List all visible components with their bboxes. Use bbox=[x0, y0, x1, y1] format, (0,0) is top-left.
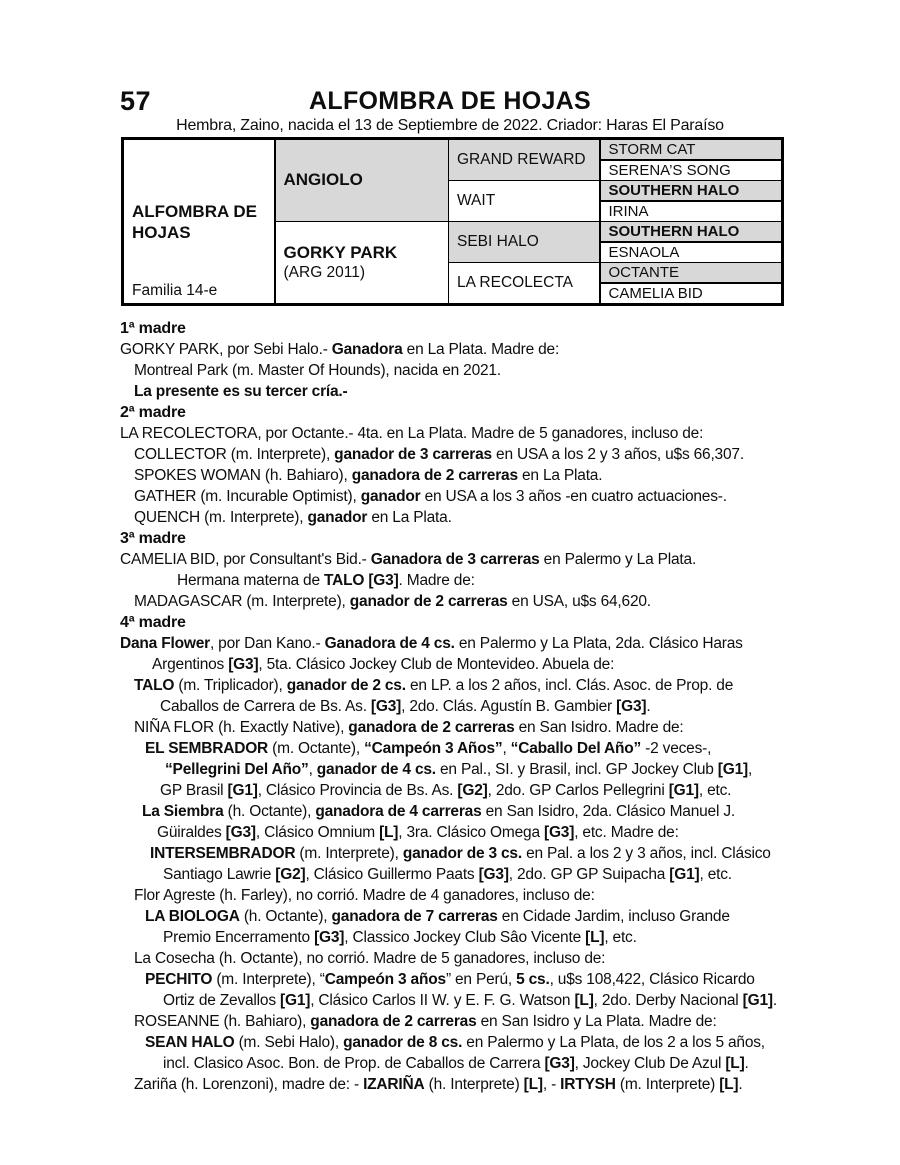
section-heading bbox=[120, 318, 782, 339]
text-run: (m. Sebi Halo), bbox=[234, 1034, 344, 1051]
text-run: (m. Interprete), “ bbox=[212, 971, 325, 988]
text-run: . bbox=[772, 992, 777, 1009]
text-run: [L] bbox=[574, 992, 594, 1009]
subject-family: Familia 14-e bbox=[132, 282, 218, 299]
page-title: ALFOMBRA DE HOJAS bbox=[309, 87, 591, 115]
text-run: Flor Agreste (h. Farley), no corrió. Madre de 4 ganadores, incluso de: bbox=[134, 887, 595, 904]
text-run: LA BIOLOGA bbox=[145, 908, 240, 925]
text-run: [L] bbox=[585, 929, 605, 946]
text-run: NIÑA FLOR (h. Exactly Native), bbox=[134, 719, 349, 736]
dam-origin-year: (ARG 2011) bbox=[283, 263, 366, 281]
text-run: en Palermo y La Plata. bbox=[539, 551, 697, 568]
pedigree-cell-subject bbox=[124, 140, 274, 303]
text-run: MADAGASCAR (m. Interprete), bbox=[134, 593, 350, 610]
text-run: ganador de 8 cs. bbox=[343, 1034, 463, 1051]
sire-name: ANGIOLO bbox=[283, 170, 363, 190]
text-run: CAMELIA BID, por Consultant's Bid.- bbox=[120, 551, 371, 568]
text-run: La presente es su tercer cría.- bbox=[134, 383, 348, 400]
text-run: Campeón 3 años bbox=[324, 971, 446, 988]
pedigree-text-line bbox=[120, 675, 782, 696]
pedigree-text-line bbox=[120, 843, 782, 864]
text-run: ganador de 3 carreras bbox=[334, 446, 492, 463]
text-run: en La Plata. bbox=[367, 509, 452, 526]
text-run: “Campeón 3 Años” bbox=[364, 740, 503, 757]
text-run: [G1] bbox=[227, 782, 258, 799]
text-run: [L] bbox=[523, 1076, 543, 1093]
text-run: , bbox=[748, 761, 753, 778]
text-run: (m. Interprete) bbox=[615, 1076, 720, 1093]
text-run: , bbox=[502, 740, 511, 757]
text-run: Montreal Park (m. Master Of Hounds), nacida en 2021. bbox=[134, 362, 501, 379]
text-run: en Pal. a los 2 y 3 años, incl. Clásico bbox=[521, 845, 771, 862]
text-run: ganadora de 2 carreras bbox=[351, 467, 518, 484]
text-run: en Cidade Jardim, incluso Grande bbox=[497, 908, 730, 925]
text-run: en La Plata. bbox=[517, 467, 603, 484]
pedigree-cell-grandparent: SEBI HALO bbox=[449, 222, 599, 262]
text-run: ganador de 4 cs. bbox=[316, 761, 436, 778]
text-run: (m. Triplicador), bbox=[174, 677, 287, 694]
text-run: en USA, u$s 64,620. bbox=[507, 593, 651, 610]
text-run: La Siembra bbox=[142, 803, 224, 820]
pedigree-text-line bbox=[120, 507, 782, 528]
text-run: Ganadora de 4 cs. bbox=[324, 635, 455, 652]
produce-record bbox=[120, 318, 782, 1095]
text-run: “Pellegrini Del Año” bbox=[165, 761, 309, 778]
text-run: en Palermo y La Plata, de los 2 a los 5 años, bbox=[462, 1034, 765, 1051]
pedigree-cell-great-grandparent: SOUTHERN HALO bbox=[601, 222, 782, 241]
text-run: 4ª madre bbox=[120, 614, 186, 631]
dam-name: GORKY PARK bbox=[283, 242, 398, 262]
text-run: , Classico Jockey Club Sâo Vicente bbox=[344, 929, 586, 946]
section-heading bbox=[120, 402, 782, 423]
text-run: ganador de 3 cs. bbox=[402, 845, 522, 862]
text-run: [G3] bbox=[543, 824, 575, 841]
pedigree-text-line bbox=[120, 486, 782, 507]
text-run: , Clásico Guillermo Paats bbox=[305, 866, 479, 883]
pedigree-text-line bbox=[120, 339, 782, 360]
text-run: 1ª madre bbox=[120, 320, 186, 337]
pedigree-text-line bbox=[120, 381, 782, 402]
pedigree-cell-dam bbox=[276, 222, 448, 303]
text-run: TALO [G3] bbox=[323, 572, 399, 589]
text-run: , etc. bbox=[604, 929, 637, 946]
section-heading bbox=[120, 528, 782, 549]
text-run: GORKY PARK, por Sebi Halo.- bbox=[120, 341, 332, 358]
pedigree-text-line bbox=[120, 738, 782, 759]
text-run: [G3] bbox=[478, 866, 509, 883]
text-run: , etc. bbox=[698, 782, 732, 799]
pedigree-cell-great-grandparent: CAMELIA BID bbox=[601, 284, 782, 303]
pedigree-text-line bbox=[120, 465, 782, 486]
text-run: en San Isidro, 2da. Clásico Manuel J. bbox=[481, 803, 735, 820]
pedigree-text-line bbox=[120, 591, 782, 612]
text-run: (m. Octante), bbox=[268, 740, 365, 757]
text-run: en USA a los 2 y 3 años, u$s 66,307. bbox=[491, 446, 744, 463]
text-run: ganadora de 4 carreras bbox=[315, 803, 482, 820]
text-run: . bbox=[744, 1055, 749, 1072]
pedigree-text-line bbox=[120, 780, 782, 801]
pedigree-table bbox=[121, 137, 784, 306]
text-run: Ganadora bbox=[331, 341, 403, 358]
pedigree-text-line bbox=[120, 1074, 782, 1095]
pedigree-text-line bbox=[120, 360, 782, 381]
text-run: ganador bbox=[360, 488, 421, 505]
text-run: -2 veces-, bbox=[641, 740, 712, 757]
text-run: [L] bbox=[719, 1076, 739, 1093]
text-run: IRTYSH bbox=[560, 1076, 616, 1093]
pedigree-cell-great-grandparent: ESNAOLA bbox=[601, 243, 782, 262]
text-run: [G3] bbox=[616, 698, 647, 715]
text-run: , Jockey Club De Azul bbox=[574, 1055, 726, 1072]
text-run: , u$s 108,422, Clásico Ricardo bbox=[549, 971, 755, 988]
text-run: ganadora de 2 carreras bbox=[348, 719, 515, 736]
pedigree-cell-grandparent: GRAND REWARD bbox=[449, 140, 599, 180]
pedigree-text-line bbox=[120, 1053, 782, 1074]
text-run: INTERSEMBRADOR bbox=[150, 845, 296, 862]
text-run: Caballos de Carrera de Bs. As. bbox=[160, 698, 371, 715]
pedigree-cell-sire bbox=[276, 140, 448, 221]
pedigree-text-line bbox=[120, 990, 782, 1011]
text-run: [G2] bbox=[275, 866, 306, 883]
text-run: , bbox=[308, 761, 317, 778]
text-run: . bbox=[646, 698, 651, 715]
text-run: “Caballo Del Año” bbox=[510, 740, 642, 757]
text-run: Premio Encerramento bbox=[163, 929, 315, 946]
text-run: en San Isidro y La Plata. Madre de: bbox=[476, 1013, 717, 1030]
text-run: en Palermo y La Plata, 2da. Clásico Haras bbox=[454, 635, 743, 652]
pedigree-text-line bbox=[120, 801, 782, 822]
text-run: , Clásico Omnium bbox=[255, 824, 380, 841]
pedigree-text-line bbox=[120, 906, 782, 927]
subject-name: ALFOMBRA DE HOJAS bbox=[132, 201, 257, 242]
text-run: ” en Perú, bbox=[445, 971, 517, 988]
text-run: en La Plata. Madre de: bbox=[402, 341, 560, 358]
pedigree-text-line bbox=[120, 570, 782, 591]
text-run: , etc. Madre de: bbox=[574, 824, 679, 841]
text-run: ganadora de 7 carreras bbox=[331, 908, 498, 925]
text-run: [G3] bbox=[544, 1055, 575, 1072]
text-run: 3ª madre bbox=[120, 530, 186, 547]
text-run: ROSEANNE (h. Bahiaro), bbox=[134, 1013, 311, 1030]
pedigree-cell-great-grandparent: IRINA bbox=[601, 202, 782, 221]
text-run: [G1] bbox=[742, 992, 773, 1009]
pedigree-text-line bbox=[120, 633, 782, 654]
text-run: . bbox=[738, 1076, 743, 1093]
text-run: Hermana materna de bbox=[177, 572, 324, 589]
text-run: [G1] bbox=[280, 992, 311, 1009]
pedigree-text-line bbox=[120, 927, 782, 948]
text-run: , Clásico Carlos II W. y E. F. G. Watson bbox=[310, 992, 575, 1009]
pedigree-text-line bbox=[120, 1032, 782, 1053]
pedigree-text-line bbox=[120, 864, 782, 885]
pedigree-text-line bbox=[120, 654, 782, 675]
text-run: , 3ra. Clásico Omega bbox=[398, 824, 544, 841]
text-run: , 2do. GP Carlos Pellegrini bbox=[487, 782, 669, 799]
text-run: Ganadora de 3 carreras bbox=[370, 551, 540, 568]
text-run: , etc. bbox=[699, 866, 732, 883]
text-run: [G3] bbox=[370, 698, 402, 715]
text-run: ganador de 2 cs. bbox=[286, 677, 406, 694]
text-run: en LP. a los 2 años, incl. Clás. Asoc. de Prop. de bbox=[405, 677, 734, 694]
text-run: , Clásico Provincia de Bs. As. bbox=[257, 782, 458, 799]
text-run: , 2do. Derby Nacional bbox=[593, 992, 743, 1009]
text-run: [G1] bbox=[717, 761, 748, 778]
text-run: ganador de 2 carreras bbox=[349, 593, 508, 610]
text-run: PECHITO bbox=[145, 971, 213, 988]
pedigree-text-line bbox=[120, 696, 782, 717]
text-run: . Madre de: bbox=[398, 572, 475, 589]
text-run: IZARIÑA bbox=[363, 1076, 425, 1093]
text-run: [G1] bbox=[669, 866, 700, 883]
text-run: [G3] bbox=[225, 824, 256, 841]
text-run: Argentinos bbox=[152, 656, 229, 673]
text-run: Zariña (h. Lorenzoni), madre de: - bbox=[134, 1076, 364, 1093]
text-run: , - bbox=[542, 1076, 561, 1093]
pedigree-cell-great-grandparent: STORM CAT bbox=[601, 140, 782, 159]
text-run: [G1] bbox=[668, 782, 699, 799]
text-run: Ortiz de Zevallos bbox=[163, 992, 280, 1009]
page-subtitle: Hembra, Zaino, nacida el 13 de Septiembre de 2022. Criador: Haras El Paraíso bbox=[176, 117, 724, 134]
pedigree-text-line bbox=[120, 969, 782, 990]
pedigree-text-line bbox=[120, 1011, 782, 1032]
pedigree-text-line bbox=[120, 948, 782, 969]
pedigree-cell-great-grandparent: OCTANTE bbox=[601, 263, 782, 282]
text-run: [G3] bbox=[228, 656, 259, 673]
text-run: QUENCH (m. Interprete), bbox=[134, 509, 308, 526]
text-run: [L] bbox=[725, 1055, 745, 1072]
text-run: [L] bbox=[379, 824, 399, 841]
pedigree-text-line bbox=[120, 717, 782, 738]
pedigree-text-line bbox=[120, 549, 782, 570]
pedigree-text-line bbox=[120, 759, 782, 780]
text-run: COLLECTOR (m. Interprete), bbox=[134, 446, 335, 463]
text-run: Santiago Lawrie bbox=[163, 866, 276, 883]
pedigree-text-line bbox=[120, 423, 782, 444]
text-run: EL SEMBRADOR bbox=[145, 740, 269, 757]
text-run: Güiraldes bbox=[157, 824, 226, 841]
text-run: en San Isidro. Madre de: bbox=[514, 719, 684, 736]
catalog-number: 57 bbox=[120, 86, 152, 116]
text-run: TALO bbox=[134, 677, 175, 694]
text-run: (h. Octante), bbox=[223, 803, 316, 820]
text-run: GP Brasil bbox=[160, 782, 228, 799]
pedigree-text-line bbox=[120, 444, 782, 465]
text-run: (h. Interprete) bbox=[424, 1076, 524, 1093]
section-heading bbox=[120, 612, 782, 633]
pedigree-cell-grandparent: WAIT bbox=[449, 181, 599, 221]
text-run: ganador bbox=[307, 509, 368, 526]
text-run: LA RECOLECTORA, por Octante.- 4ta. en La Plata. Madre de 5 ganadores, incluso de: bbox=[120, 425, 704, 442]
pedigree-text-line bbox=[120, 822, 782, 843]
text-run: 2ª madre bbox=[120, 404, 186, 421]
text-run: [G3] bbox=[314, 929, 345, 946]
text-run: (m. Interprete), bbox=[295, 845, 403, 862]
pedigree-cell-great-grandparent: SERENA’S SONG bbox=[601, 161, 782, 180]
text-run: , por Dan Kano.- bbox=[209, 635, 325, 652]
text-run: (h. Octante), bbox=[239, 908, 332, 925]
text-run: en USA a los 3 años -en cuatro actuaciones-. bbox=[420, 488, 727, 505]
text-run: , 2do. Clás. Agustín B. Gambier bbox=[401, 698, 617, 715]
text-run: Dana Flower bbox=[120, 635, 210, 652]
text-run: , 2do. GP GP Suipacha bbox=[508, 866, 670, 883]
pedigree-text-line bbox=[120, 885, 782, 906]
text-run: 5 cs. bbox=[516, 971, 550, 988]
text-run: incl. Clasico Asoc. Bon. de Prop. de Caballos de Carrera bbox=[163, 1055, 545, 1072]
text-run: [G2] bbox=[457, 782, 488, 799]
text-run: , 5ta. Clásico Jockey Club de Montevideo. Abuela de: bbox=[258, 656, 615, 673]
text-run: SPOKES WOMAN (h. Bahiaro), bbox=[134, 467, 352, 484]
pedigree-cell-great-grandparent: SOUTHERN HALO bbox=[601, 181, 782, 200]
text-run: GATHER (m. Incurable Optimist), bbox=[134, 488, 361, 505]
text-run: La Cosecha (h. Octante), no corrió. Madre de 5 ganadores, incluso de: bbox=[134, 950, 606, 967]
pedigree-cell-grandparent: LA RECOLECTA bbox=[449, 263, 599, 303]
text-run: SEAN HALO bbox=[145, 1034, 235, 1051]
text-run: en Pal., SI. y Brasil, incl. GP Jockey Club bbox=[435, 761, 718, 778]
text-run: ganadora de 2 carreras bbox=[310, 1013, 477, 1030]
